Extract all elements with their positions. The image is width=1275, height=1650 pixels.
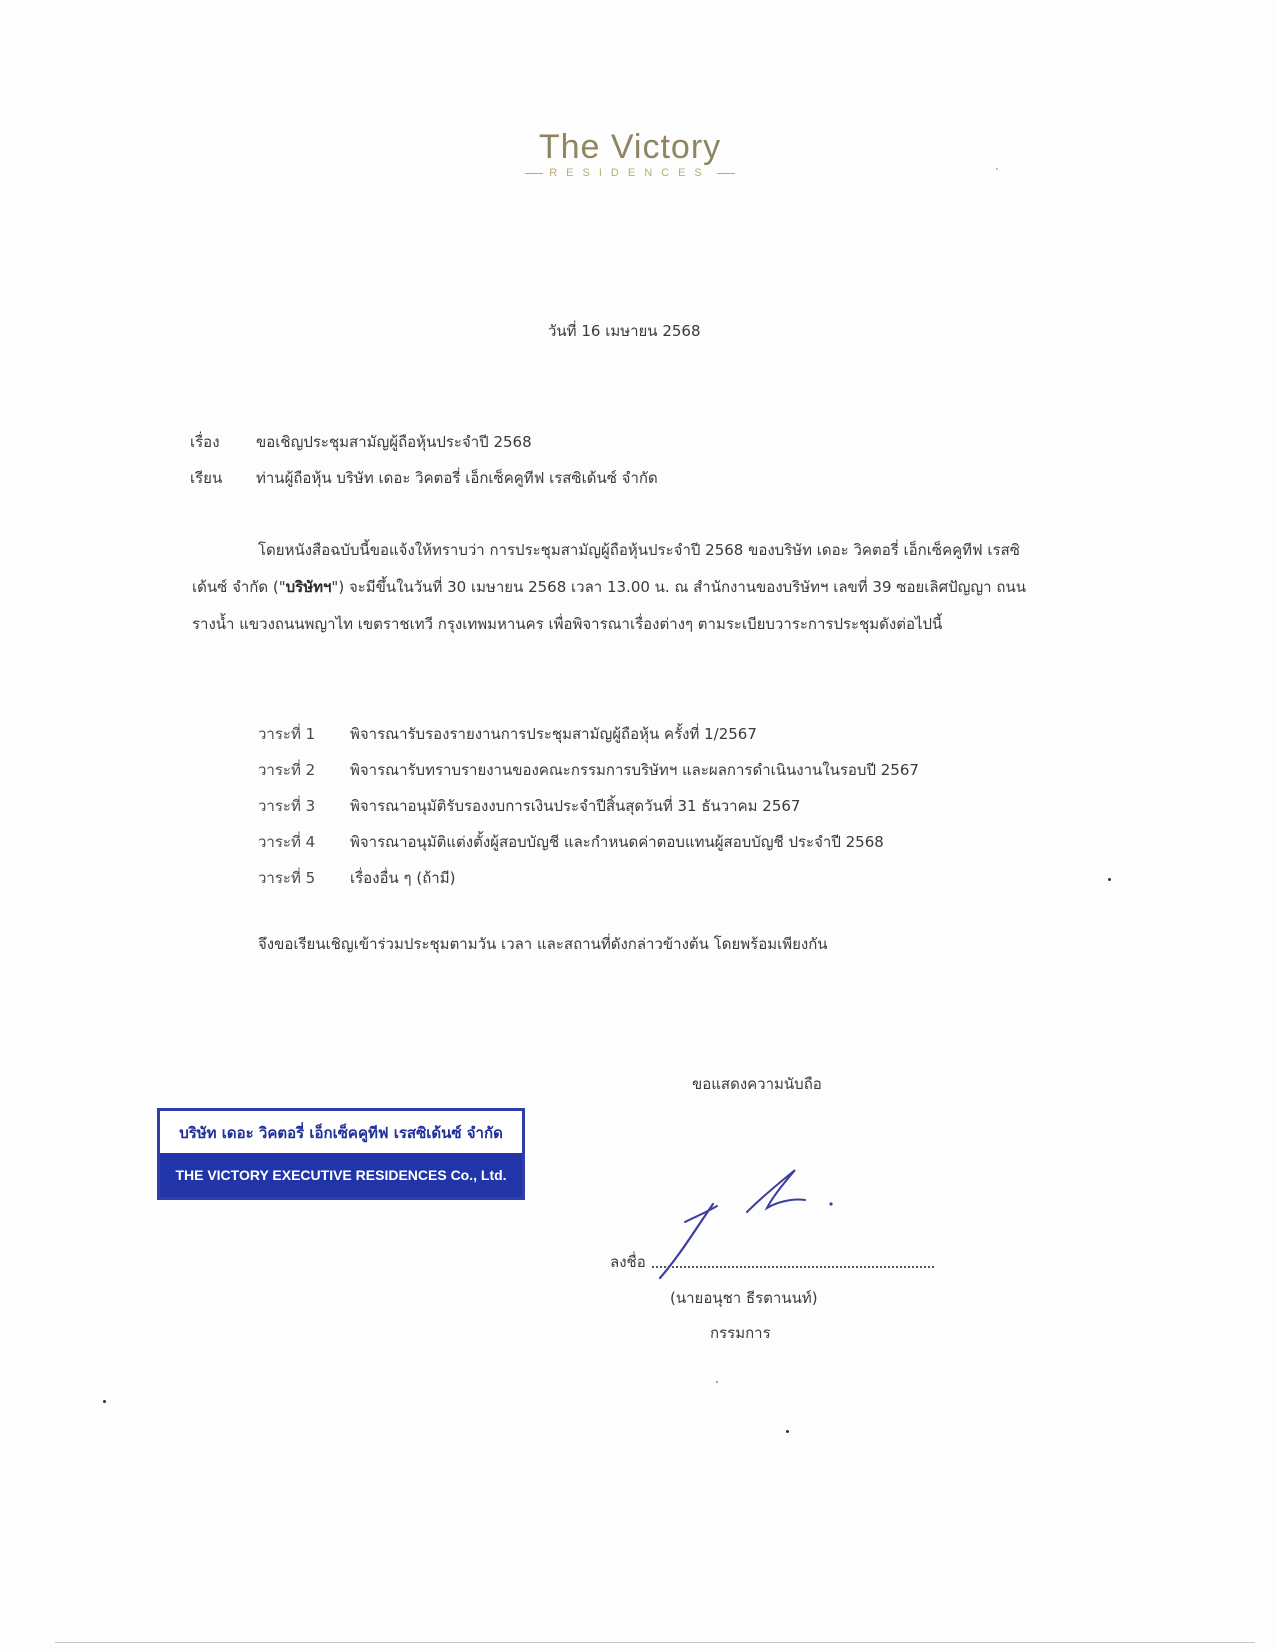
agenda-item: [258, 788, 1018, 824]
body-text-bold: บริษัทฯ: [285, 578, 332, 596]
speck: [716, 1381, 718, 1383]
bottom-scan-edge: [55, 1642, 1255, 1643]
agenda-text: พิจารณาอนุมัติรับรองงบการเงินประจำปีสิ้นสุดวันที่ 31 ธันวาคม 2567: [350, 797, 801, 815]
logo-name: The Victory: [538, 128, 722, 166]
signer-title: กรรมการ: [710, 1324, 771, 1342]
agenda-number: วาระที่ 1: [258, 725, 316, 743]
agenda-item: [258, 716, 1018, 752]
subject-label: เรื่อง: [190, 433, 220, 451]
addressee-value: ท่านผู้ถือหุ้น บริษัท เดอะ วิคตอรี่ เอ็กเซ็คคูทีฟ เรสซิเด้นซ์ จำกัด: [256, 469, 658, 487]
body-text-part2: ") จะมีขึ้นในวันที่ 30 เมษายน 2568 เวลา 13.00 น. ณ สำนักงานของบริษัทฯ เลขที่ 39 ซอยเลิศปัญญา ถนนรางน้ำ แขวงถนนพญาไท เขตราชเทวี กรุงเทพมหานคร เพื่อพิจารณาเรื่องต่างๆ ตามระเบียบวาระการประชุมดังต่อไปนี้: [192, 578, 1026, 633]
signature-dotted-line: [652, 1266, 934, 1268]
agenda-item: [258, 752, 1018, 788]
body-paragraph: [192, 532, 1052, 643]
agenda-list: [258, 716, 1018, 896]
logo-dash-left: [525, 173, 543, 174]
closing-sentence: จึงขอเรียนเชิญเข้าร่วมประชุมตามวัน เวลา และสถานที่ดังกล่าวข้างต้น โดยพร้อมเพียงกัน: [258, 935, 828, 953]
body-text-part1: โดยหนังสือฉบับนี้ขอแจ้งให้ทราบว่า การประชุมสามัญผู้ถือหุ้นประจำปี 2568 ของบริษัท เดอะ วิคตอรี่ เอ็กเซ็คคูทีฟ เรสซิเด้นซ์ จำกัด (": [192, 541, 1020, 596]
agenda-text: พิจารณารับรองรายงานการประชุมสามัญผู้ถือหุ้น ครั้งที่ 1/2567: [350, 725, 757, 743]
speck: [996, 168, 998, 170]
agenda-item: [258, 824, 1018, 860]
speck: [786, 1430, 789, 1433]
company-logo: [470, 128, 790, 180]
agenda-number: วาระที่ 5: [258, 869, 316, 887]
agenda-item: [258, 860, 1018, 896]
signer-name: (นายอนุชา ธีรตานนท์): [670, 1289, 818, 1307]
agenda-number: วาระที่ 4: [258, 833, 316, 851]
agenda-text: พิจารณาอนุมัติแต่งตั้งผู้สอบบัญชี และกำหนดค่าตอบแทนผู้สอบบัญชี ประจำปี 2568: [350, 833, 884, 851]
logo-tagline-text: RESIDENCES: [549, 167, 711, 179]
letter-date: วันที่ 16 เมษายน 2568: [548, 322, 701, 340]
agenda-text: เรื่องอื่น ๆ (ถ้ามี): [350, 869, 456, 887]
speck: [103, 1400, 106, 1403]
addressee-label: เรียน: [190, 469, 223, 487]
logo-tagline: [470, 166, 790, 180]
subject-value: ขอเชิญประชุมสามัญผู้ถือหุ้นประจำปี 2568: [256, 433, 532, 451]
stamp-english-name: THE VICTORY EXECUTIVE RESIDENCES Co., Ltd.: [160, 1153, 522, 1197]
agenda-number: วาระที่ 3: [258, 797, 316, 815]
company-stamp: [157, 1108, 525, 1200]
agenda-text: พิจารณารับทราบรายงานของคณะกรรมการบริษัทฯ และผลการดำเนินงานในรอบปี 2567: [350, 761, 919, 779]
handwritten-signature: [655, 1160, 875, 1290]
stamp-thai-name: บริษัท เดอะ วิคตอรี่ เอ็กเซ็คคูทีฟ เรสซิเด้นซ์ จำกัด: [179, 1124, 503, 1142]
logo-dash-right: [717, 173, 735, 174]
regards-text: ขอแสดงความนับถือ: [692, 1075, 822, 1093]
speck: [1108, 878, 1111, 881]
signature-label: ลงชื่อ: [610, 1253, 646, 1271]
agenda-number: วาระที่ 2: [258, 761, 316, 779]
